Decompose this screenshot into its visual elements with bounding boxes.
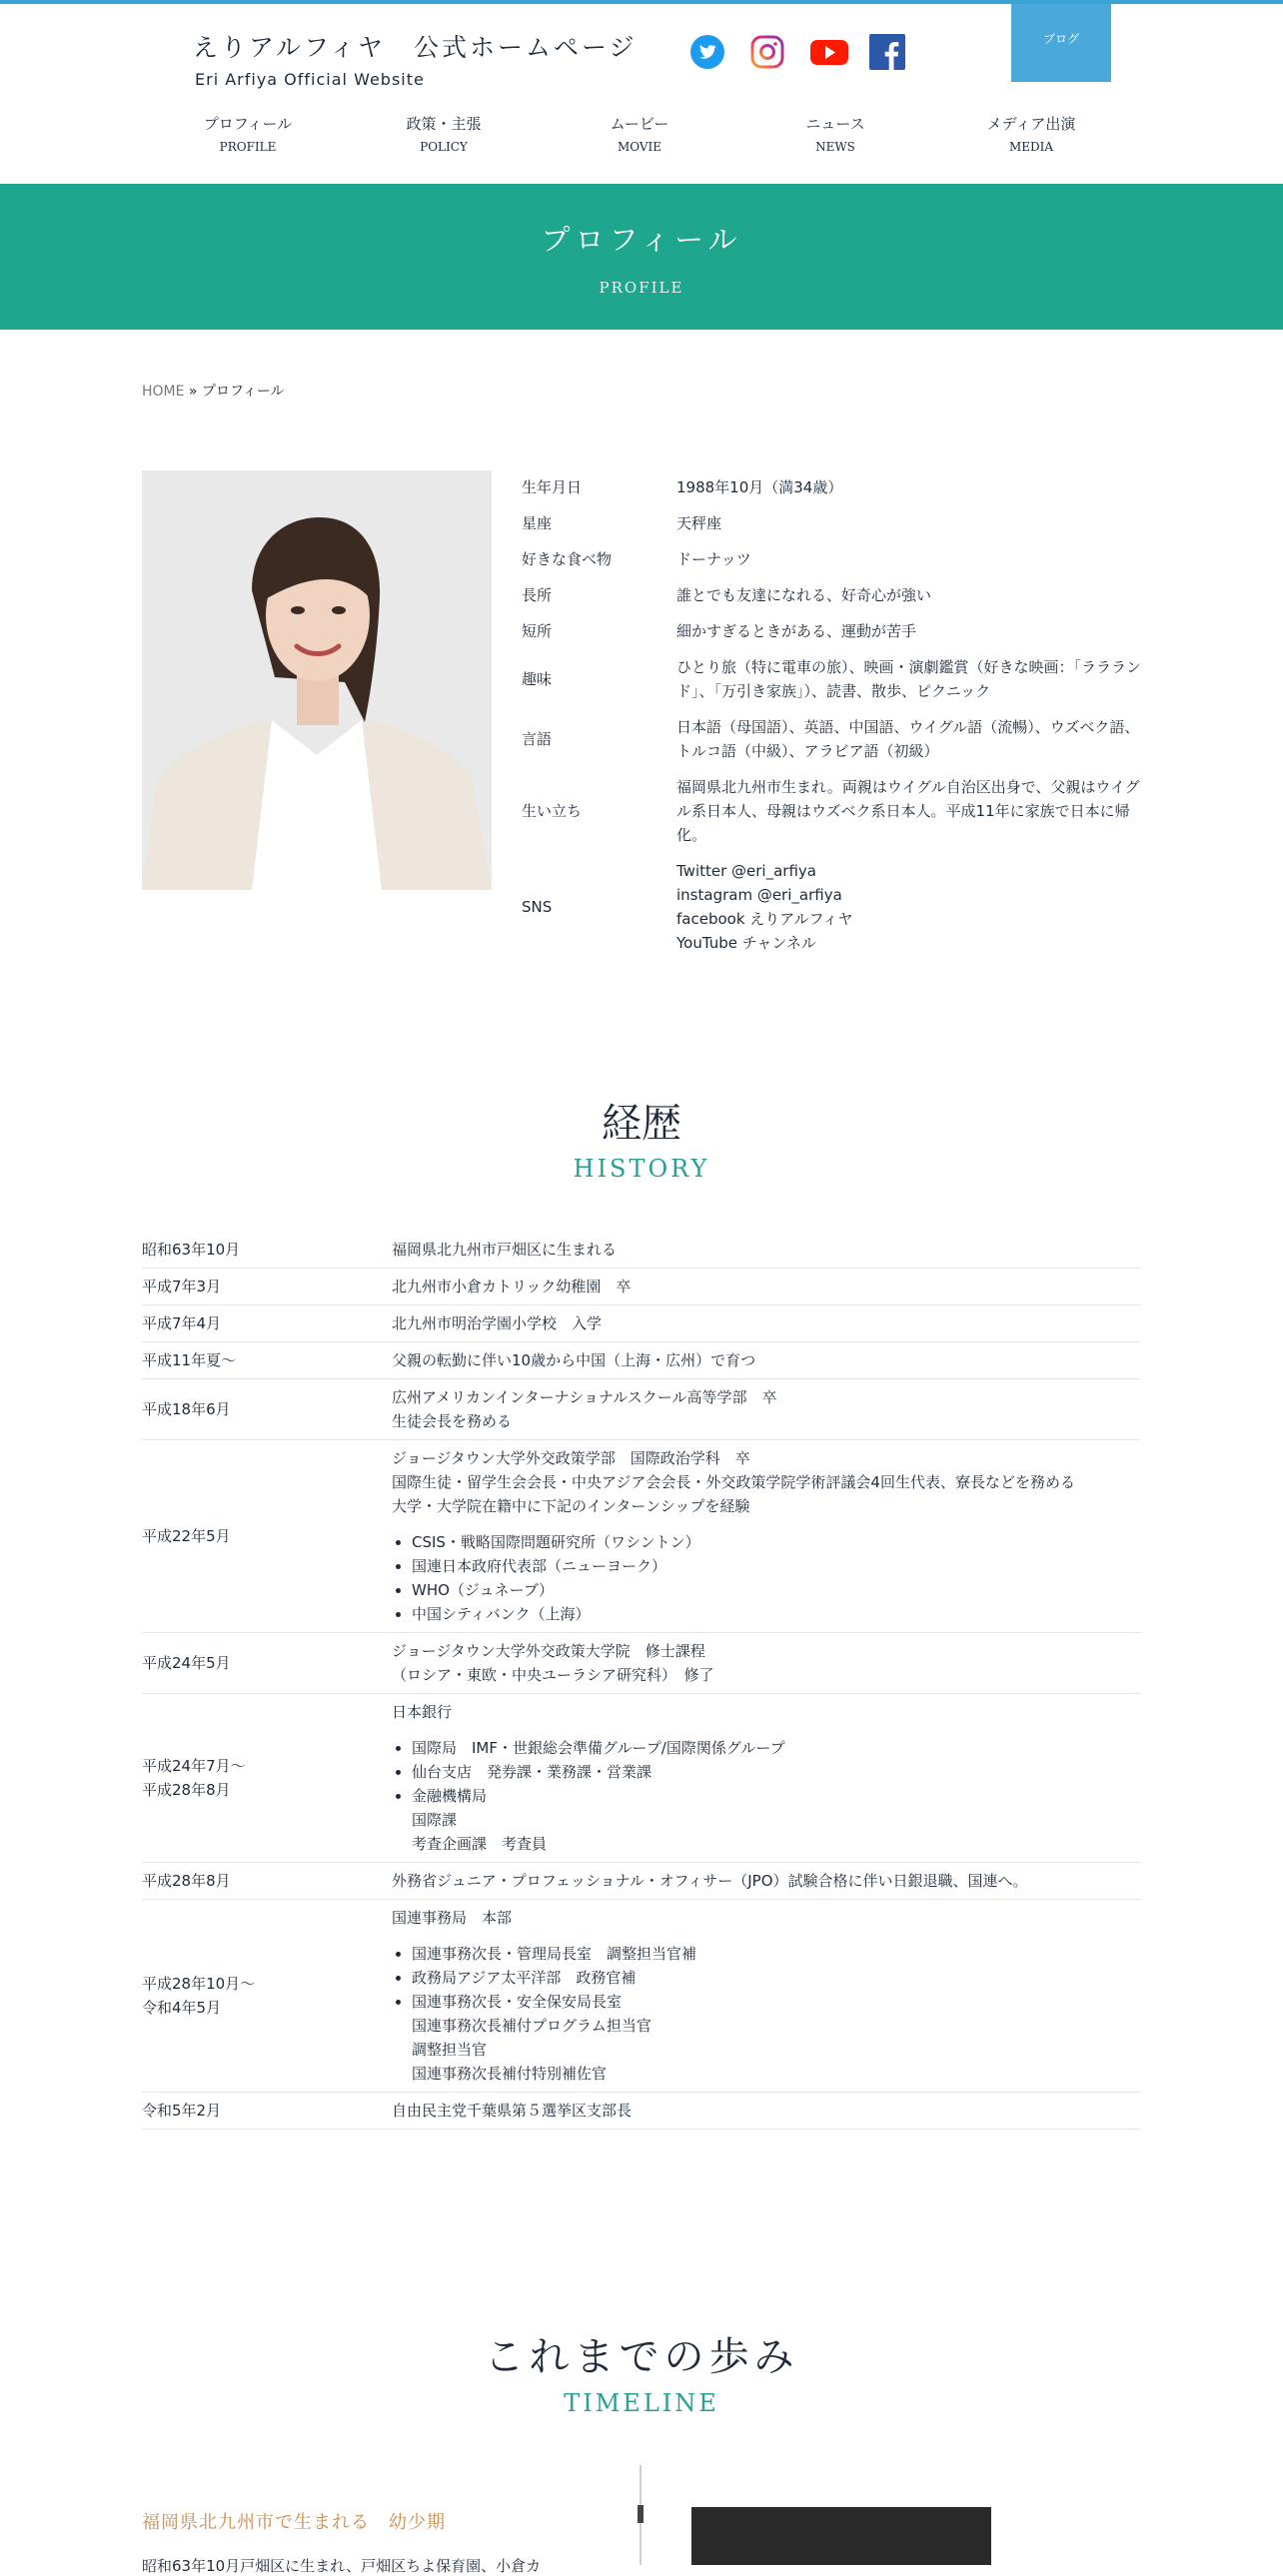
nav-label: メディア出演 — [986, 115, 1076, 133]
profile-row — [522, 769, 1141, 853]
profile-row — [522, 577, 1141, 613]
history-date — [142, 1342, 392, 1379]
nav-item-movie[interactable] — [542, 113, 737, 154]
profile-label: 生年月日 — [522, 478, 583, 496]
profile-label: 言語 — [522, 730, 553, 748]
nav-item-news[interactable] — [737, 113, 933, 154]
history-title: 経歴 — [602, 1101, 681, 1147]
nav-label: プロフィール — [203, 115, 293, 133]
history-date — [142, 1900, 392, 2093]
profile-label: 好きな食べ物 — [522, 550, 613, 568]
nav-sublabel: PROFILE — [219, 140, 277, 154]
history-line: 生徒会長を務める — [392, 1412, 513, 1430]
history-date — [142, 1232, 392, 1269]
sns-link[interactable]: facebook えりアルフィヤ — [676, 910, 853, 928]
history-item-text: 仙台支店 発券課・業務課・営業課 — [412, 1763, 652, 1781]
history-item-text: 金融機構局 — [412, 1787, 488, 1805]
history-row — [142, 1440, 1141, 1633]
history-row — [142, 1379, 1141, 1440]
history-line: 大学・大学院在籍中に下記のインターンシップを経験 — [392, 1497, 750, 1515]
history-line: （ロシア・東欧・中央ユーラシア研究科） 修了 — [392, 1666, 714, 1684]
history-detail — [392, 1379, 1141, 1440]
history-table — [142, 1232, 1141, 2130]
history-row — [142, 1633, 1141, 1694]
history-date-line: 令和4年5月 — [142, 1999, 222, 2017]
profile-value: 誰とでも友達になれる、好奇心が強い — [676, 586, 932, 604]
profile-value — [676, 853, 1141, 961]
history-item-text: 国連日本政府代表部（ニューヨーク） — [412, 1557, 667, 1575]
history-row — [142, 1694, 1141, 1863]
history-date-line: 平成24年7月～ — [142, 1757, 246, 1775]
history-date-line: 令和5年2月 — [142, 2102, 222, 2120]
history-sub-item: 国連事務次長補付プログラム担当官 — [412, 2017, 651, 2035]
history-date — [142, 1379, 392, 1440]
facebook-icon[interactable] — [869, 34, 905, 70]
breadcrumb-current: プロフィール — [201, 384, 285, 400]
history-date-line: 平成28年10月～ — [142, 1975, 256, 1993]
history-detail: 北九州市小倉カトリック幼稚園 卒 — [392, 1269, 1141, 1305]
profile-label: 短所 — [522, 622, 553, 640]
history-list — [392, 1736, 1141, 1856]
history-detail — [392, 1694, 1141, 1863]
history-date-line: 平成18年6月 — [142, 1400, 231, 1418]
history-item-text: 国連事務次長・管理局長室 調整担当官補 — [412, 1945, 697, 1963]
sns-link[interactable]: Twitter @eri_arfiya — [676, 862, 816, 880]
instagram-icon[interactable] — [749, 34, 785, 70]
history-item-text: 国際局 IMF・世銀総会準備グループ/国際関係グループ — [412, 1739, 785, 1757]
page-title: プロフィール — [541, 223, 742, 257]
timeline-title: これまでの歩み — [484, 2334, 799, 2380]
nav-sublabel: MOVIE — [617, 140, 662, 154]
history-line: 国連事務局 本部 — [392, 1909, 513, 1927]
timeline-heading: 福岡県北九州市で生まれる 幼少期 — [142, 2512, 446, 2533]
nav-label: 政策・主張 — [406, 115, 482, 133]
nav-label: ニュース — [805, 115, 865, 133]
timeline-text: 昭和63年10月戸畑区に生まれ、戸畑区ちよ保育園、小倉カ — [142, 2557, 542, 2575]
timeline-subtitle: TIMELINE — [564, 2389, 719, 2417]
history-date — [142, 1305, 392, 1342]
history-sub-item: 国連事務次長補付特別補佐官 — [412, 2065, 608, 2083]
history-item-text: 中国シティバンク（上海） — [412, 1605, 591, 1623]
youtube-icon[interactable] — [809, 34, 845, 70]
history-list-item — [412, 1554, 1141, 1578]
profile-row — [522, 541, 1141, 577]
breadcrumb — [142, 381, 285, 401]
history-line: ジョージタウン大学外交政策学部 国際政治学科 卒 — [392, 1449, 750, 1467]
history-list-item — [412, 1942, 1141, 1966]
history-date — [142, 1863, 392, 1900]
history-list-item — [412, 1736, 1141, 1760]
sns-icon-bar — [689, 34, 905, 70]
nav-sublabel: NEWS — [815, 140, 855, 154]
history-date-line: 平成24年5月 — [142, 1654, 231, 1672]
profile-row — [522, 709, 1141, 769]
history-date-line: 平成22年5月 — [142, 1527, 231, 1545]
history-date-line: 昭和63年10月 — [142, 1241, 241, 1259]
history-detail — [392, 1900, 1141, 2093]
profile-photo — [142, 470, 492, 890]
history-subtitle: HISTORY — [573, 1155, 710, 1183]
profile-table — [522, 469, 1141, 961]
profile-row — [522, 649, 1141, 709]
nav-label: ムービー — [610, 115, 669, 133]
history-date — [142, 1269, 392, 1305]
profile-label: 趣味 — [522, 670, 553, 688]
profile-label: 星座 — [522, 514, 553, 532]
page-subtitle: PROFILE — [599, 279, 684, 297]
history-line: 日本銀行 — [392, 1703, 453, 1721]
history-detail: 父親の転勤に伴い10歳から中国（上海・広州）で育つ — [392, 1342, 1141, 1379]
history-date — [142, 1440, 392, 1633]
nav-item-profile[interactable] — [150, 113, 346, 154]
history-list-item — [412, 1784, 1141, 1856]
history-list — [392, 1942, 1141, 2086]
history-row — [142, 1863, 1141, 1900]
profile-value: 日本語（母国語）、英語、中国語、ウイグル語（流暢）、ウズベク語、トルコ語（中級）、アラビア語（初級） — [676, 718, 1140, 760]
history-sub-item: 考査企画課 考査員 — [412, 1835, 548, 1853]
history-item-text: WHO（ジュネーブ） — [412, 1581, 555, 1599]
blog-button[interactable]: ブログ — [1011, 4, 1111, 82]
breadcrumb-separator: » — [184, 384, 202, 400]
history-detail: 外務省ジュニア・プロフェッショナル・オフィサー（JPO）試験合格に伴い日銀退職、国連へ。 — [392, 1863, 1141, 1900]
history-detail — [392, 1633, 1141, 1694]
history-date-line: 平成28年8月 — [142, 1781, 231, 1799]
history-sub-item: 調整担当官 — [412, 2041, 488, 2059]
history-detail: 北九州市明治学園小学校 入学 — [392, 1305, 1141, 1342]
history-detail: 福岡県北九州市戸畑区に生まれる — [392, 1232, 1141, 1269]
history-list-item — [412, 1530, 1141, 1554]
site-title[interactable]: えりアルフィヤ 公式ホームページ — [193, 33, 638, 62]
history-date — [142, 1694, 392, 1863]
history-item-text: 国連事務次長・安全保安局長室 — [412, 1993, 623, 2011]
profile-value: ひとり旅（特に電車の旅）、映画・演劇鑑賞（好きな映画：「ララランド」、「万引き家族」）、読書、散歩、ピクニック — [676, 658, 1142, 700]
history-detail — [392, 1440, 1141, 1633]
history-list-item — [412, 1578, 1141, 1602]
profile-value: 1988年10月（満34歳） — [676, 478, 843, 496]
history-date — [142, 2093, 392, 2130]
history-list-item — [412, 1966, 1141, 1990]
history-list — [392, 1530, 1141, 1626]
history-row — [142, 1900, 1141, 2093]
nav-item-policy[interactable] — [346, 113, 542, 154]
nav-sublabel: POLICY — [420, 140, 468, 154]
history-date-line: 平成7年4月 — [142, 1314, 222, 1332]
profile-value: ドーナッツ — [676, 550, 751, 568]
history-detail: 自由民主党千葉県第５選挙区支部長 — [392, 2093, 1141, 2130]
breadcrumb-home-link[interactable]: HOME — [142, 384, 185, 400]
sns-link[interactable]: instagram @eri_arfiya — [676, 886, 842, 904]
profile-row — [522, 505, 1141, 541]
profile-label: 長所 — [522, 586, 553, 604]
history-line: 国際生徒・留学生会会長・中央アジア会会長・外交政策学院学術評議会4回生代表、寮長などを務める — [392, 1473, 1075, 1491]
history-item-text: CSIS・戦略国際問題研究所（ワシントン） — [412, 1533, 700, 1551]
profile-row — [522, 469, 1141, 505]
twitter-icon[interactable] — [689, 34, 725, 70]
profile-value: 福岡県北九州市生まれ。両親はウイグル自治区出身で、父親はウイグル系日本人、母親はウズベク系日本人。平成11年に家族で日本に帰化。 — [676, 778, 1140, 844]
nav-item-media[interactable] — [933, 113, 1129, 154]
global-nav — [150, 113, 1129, 154]
history-list-item — [412, 1990, 1141, 2086]
history-list-item — [412, 1602, 1141, 1626]
history-row — [142, 1232, 1141, 1269]
timeline-marker — [638, 2505, 643, 2523]
history-date — [142, 1633, 392, 1694]
history-row — [142, 1269, 1141, 1305]
history-row — [142, 2093, 1141, 2130]
history-sub-item: 国際課 — [412, 1811, 458, 1829]
profile-row — [522, 853, 1141, 961]
history-list-item — [412, 1760, 1141, 1784]
profile-label: SNS — [522, 898, 553, 916]
profile-value: 天秤座 — [676, 514, 722, 532]
history-line: 広州アメリカンインターナショナルスクール高等学部 卒 — [392, 1388, 777, 1406]
history-line: ジョージタウン大学外交政策大学院 修士課程 — [392, 1642, 705, 1660]
history-date-line: 平成7年3月 — [142, 1278, 222, 1295]
profile-row — [522, 613, 1141, 649]
profile-label: 生い立ち — [522, 802, 583, 820]
profile-value: 細かすぎるときがある、運動が苦手 — [676, 622, 917, 640]
nav-sublabel: MEDIA — [1008, 140, 1054, 154]
history-date-line: 平成28年8月 — [142, 1872, 231, 1890]
timeline-photo — [691, 2507, 991, 2565]
history-row — [142, 1305, 1141, 1342]
history-date-line: 平成11年夏～ — [142, 1351, 237, 1369]
history-item-text: 政務局アジア太平洋部 政務官補 — [412, 1969, 637, 1987]
site-subtitle: Eri Arfiya Official Website — [195, 70, 425, 89]
sns-link[interactable]: YouTube チャンネル — [676, 934, 816, 952]
history-row — [142, 1342, 1141, 1379]
